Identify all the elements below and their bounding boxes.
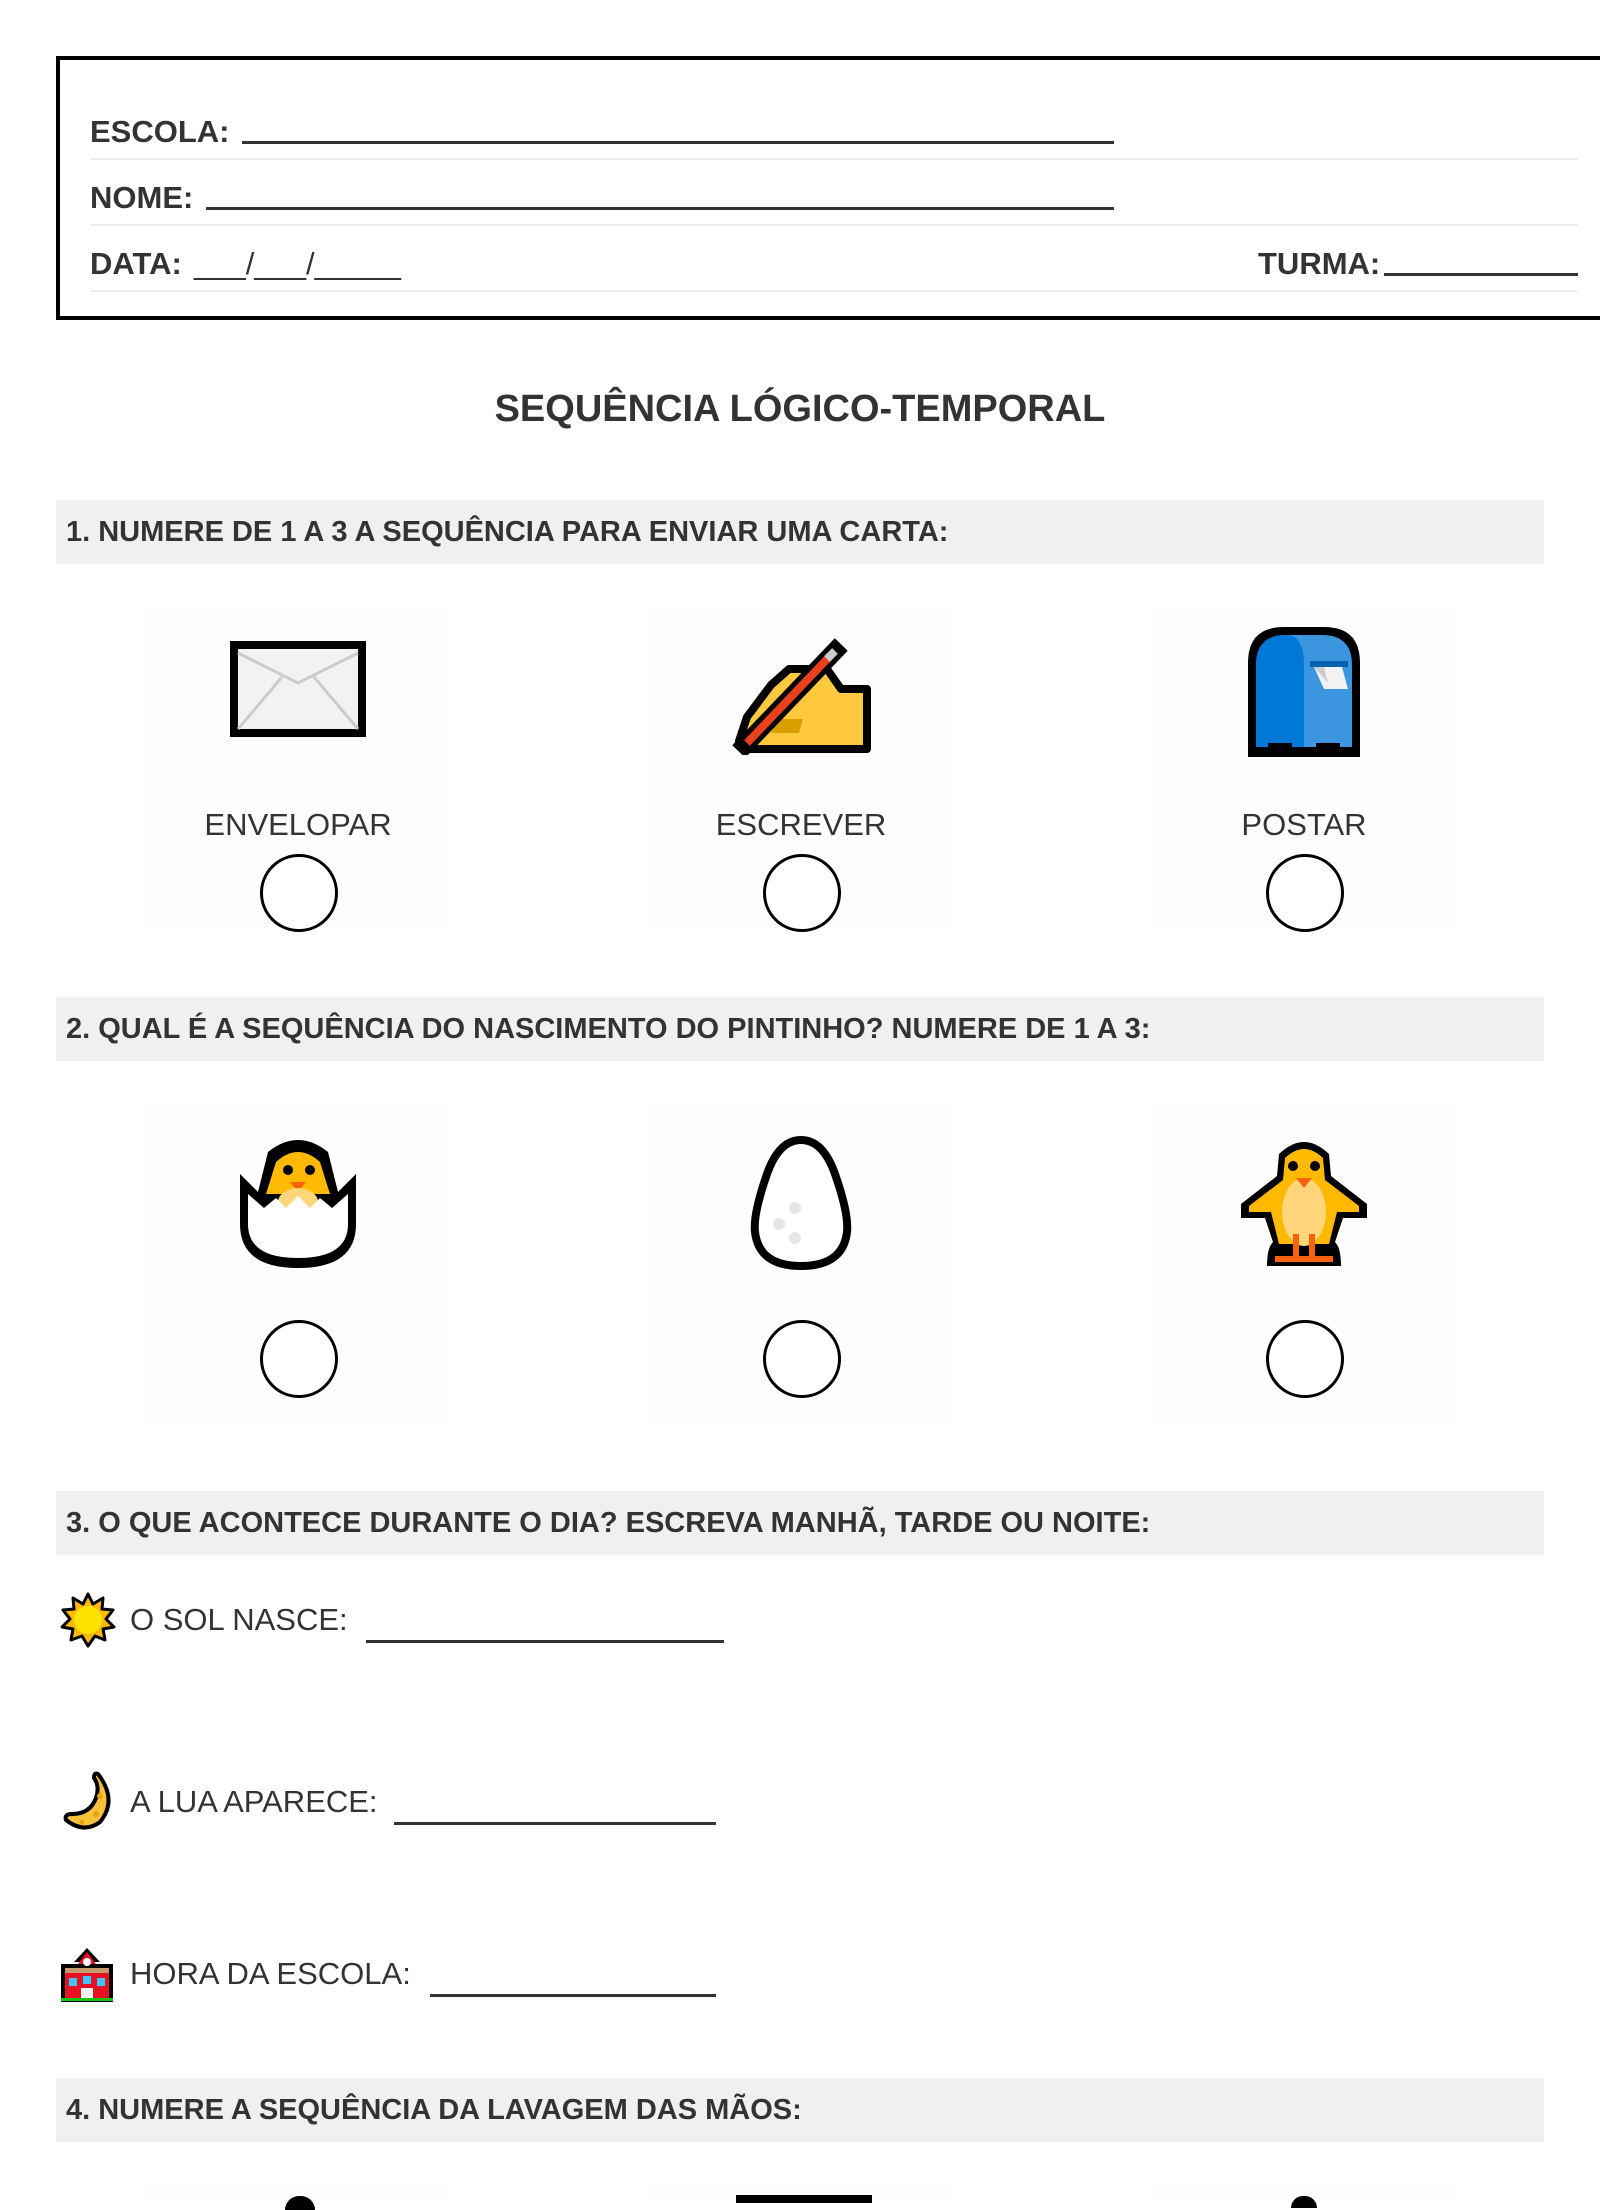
q1-answer-circle-3[interactable] — [1266, 854, 1344, 932]
page-title: SEQUÊNCIA LÓGICO-TEMPORAL — [494, 388, 1106, 430]
q1-card-write — [650, 607, 952, 927]
q2-card-hatching — [147, 1102, 449, 1422]
q1-answer-circle-2[interactable] — [763, 854, 841, 932]
school-time-label: HORA DA ESCOLA: — [130, 1956, 411, 1991]
sun-rises-label: O SOL NASCE: — [130, 1602, 348, 1637]
hatching-chick-icon — [236, 1134, 360, 1272]
q2-answer-circle-1[interactable] — [260, 1320, 338, 1398]
question-4-heading: 4. NUMERE A SEQUÊNCIA DA LAVAGEM DAS MÃOS: — [56, 2078, 1544, 2142]
school-icon — [60, 1946, 114, 2002]
school-row — [90, 92, 1578, 160]
q2-card-egg — [650, 1102, 952, 1422]
name-row — [90, 158, 1578, 226]
class-input-line[interactable] — [1384, 273, 1578, 276]
q4-card-1 — [147, 2186, 449, 2200]
q1-caption-postar: POSTAR — [1241, 807, 1367, 842]
q4-card-3 — [1153, 2186, 1455, 2200]
name-label: NOME: — [90, 180, 194, 215]
q1-card-envelope — [147, 607, 449, 927]
class-label: TURMA: — [1258, 246, 1381, 281]
moon-appears-label: A LUA APARECE: — [130, 1784, 378, 1819]
q1-caption-escrever: ESCREVER — [715, 807, 887, 842]
school-input-line[interactable] — [242, 141, 1114, 144]
sun-rises-answer-line[interactable] — [366, 1640, 724, 1643]
mailbox-icon — [1242, 621, 1366, 761]
crescent-moon-icon — [60, 1770, 116, 1832]
question-1-heading: 1. NUMERE DE 1 A 3 A SEQUÊNCIA PARA ENVIAR UMA CARTA: — [56, 500, 1544, 564]
row-sun-rises — [60, 1592, 760, 1652]
q2-card-chick — [1153, 1102, 1455, 1422]
q2-answer-circle-3[interactable] — [1266, 1320, 1344, 1398]
moon-appears-answer-line[interactable] — [394, 1822, 716, 1825]
question-2-heading: 2. QUAL É A SEQUÊNCIA DO NASCIMENTO DO PINTINHO? NUMERE DE 1 A 3: — [56, 997, 1544, 1061]
question-3-heading: 3. O QUE ACONTECE DURANTE O DIA? ESCREVA MANHÃ, TARDE OU NOITE: — [56, 1491, 1544, 1555]
q4-icon-2-partial — [736, 2195, 872, 2203]
q4-icon-3-partial — [1291, 2196, 1317, 2208]
egg-icon — [749, 1134, 853, 1272]
chick-icon — [1235, 1134, 1373, 1272]
row-school-time — [60, 1946, 760, 2006]
q4-icon-1-partial — [285, 2196, 315, 2210]
date-blank[interactable]: ___/___/_____ — [194, 246, 401, 281]
sun-icon — [60, 1592, 116, 1648]
q1-answer-circle-1[interactable] — [260, 854, 338, 932]
q1-caption-envelopar: ENVELOPAR — [204, 807, 392, 842]
date-row — [90, 224, 1578, 292]
school-label: ESCOLA: — [90, 114, 230, 149]
q1-card-post — [1153, 607, 1455, 927]
q2-answer-circle-2[interactable] — [763, 1320, 841, 1398]
q4-card-2 — [650, 2186, 952, 2200]
name-input-line[interactable] — [206, 207, 1114, 210]
writing-hand-icon — [731, 637, 871, 755]
school-time-answer-line[interactable] — [430, 1994, 716, 1997]
envelope-icon — [230, 641, 366, 737]
date-label: DATA: — [90, 246, 182, 281]
row-moon-appears — [60, 1770, 760, 1830]
